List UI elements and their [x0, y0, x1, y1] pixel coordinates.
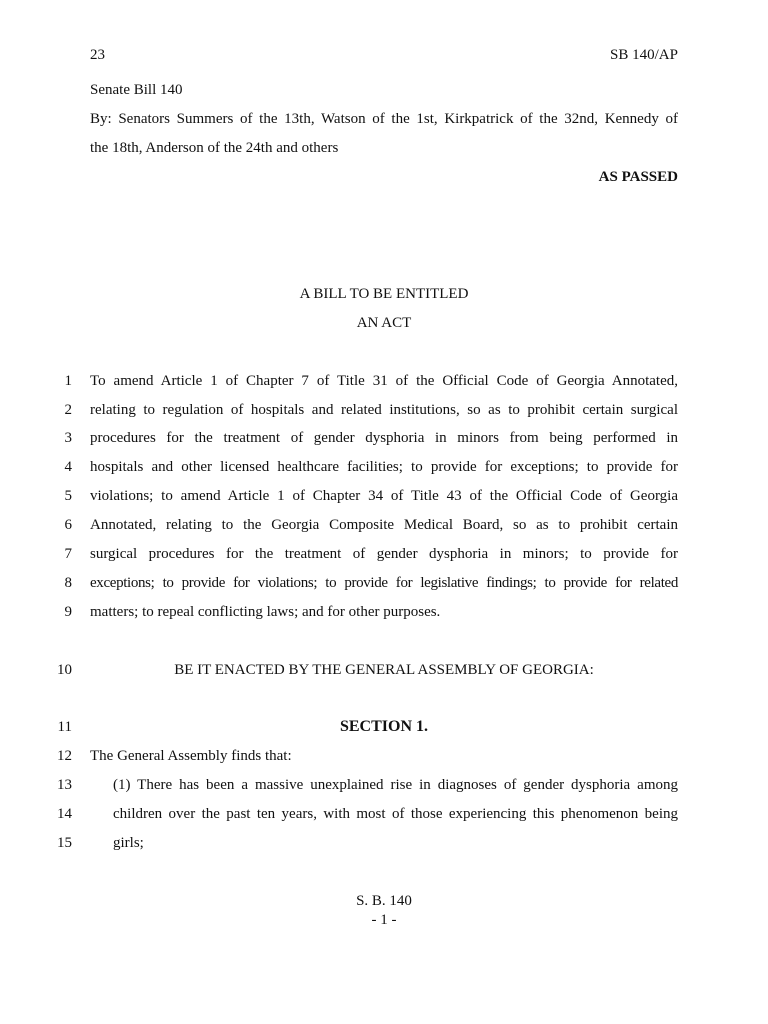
line-number: 2: [64, 402, 72, 418]
enacting-clause: BE IT ENACTED BY THE GENERAL ASSEMBLY OF GEORGIA:: [174, 662, 594, 678]
line-number: 9: [64, 604, 72, 620]
bill-title-line-2: AN ACT: [356, 315, 412, 331]
footer-page-number: - 1 -: [371, 912, 397, 928]
line-text: children over the past ten years, with most of those experiencing this phenomenon being: [113, 806, 678, 822]
line-text: violations; to amend Article 1 of Chapter 34 of Title 43 of the Official Code of Georgia: [90, 488, 678, 504]
sponsors-line-2: the 18th, Anderson of the 24th and others: [90, 140, 339, 156]
line-text: surgical procedures for the treatment of gender dysphoria in minors; to provide for: [90, 546, 678, 562]
page-ref-number: 23: [90, 47, 105, 63]
line-text: The General Assembly finds that:: [90, 748, 292, 764]
line-number: 10: [57, 662, 72, 678]
sponsors-line-1: By: Senators Summers of the 13th, Watson of the 1st, Kirkpatrick of the 32nd, Kennedy of: [90, 111, 678, 127]
line-number: 7: [64, 546, 72, 562]
line-number: 15: [57, 835, 72, 851]
line-text: hospitals and other licensed healthcare facilities; to provide for exceptions; to provide for: [90, 459, 678, 475]
line-number: 6: [64, 517, 72, 533]
footer-bill-ref: S. B. 140: [356, 893, 412, 909]
section-heading: SECTION 1.: [339, 718, 429, 735]
line-number: 13: [57, 777, 72, 793]
line-number: 4: [64, 459, 72, 475]
line-number: 8: [64, 575, 72, 591]
status-label: AS PASSED: [598, 169, 678, 185]
line-number: 1: [64, 373, 72, 389]
bill-title-line-1: A BILL TO BE ENTITLED: [299, 286, 469, 302]
line-text: procedures for the treatment of gender dysphoria in minors from being performed in: [90, 430, 678, 446]
line-text: Annotated, relating to the Georgia Composite Medical Board, so as to prohibit certain: [90, 517, 678, 533]
line-text: To amend Article 1 of Chapter 7 of Title 31 of the Official Code of Georgia Annotated,: [90, 373, 678, 389]
line-text: (1) There has been a massive unexplained rise in diagnoses of gender dysphoria among: [113, 777, 678, 793]
line-number: 12: [57, 748, 72, 764]
line-number: 11: [57, 719, 72, 735]
bill-code: SB 140/AP: [610, 47, 678, 63]
bill-name: Senate Bill 140: [90, 82, 183, 98]
line-text: matters; to repeal conflicting laws; and for other purposes.: [90, 604, 441, 620]
line-text: relating to regulation of hospitals and related institutions, so as to prohibit certain surgical: [90, 402, 678, 418]
line-number: 14: [57, 806, 72, 822]
line-text: girls;: [113, 835, 144, 851]
line-text: exceptions; to provide for violations; to provide for legislative findings; to provide for related: [90, 575, 678, 591]
line-number: 5: [64, 488, 72, 504]
line-number: 3: [64, 430, 72, 446]
